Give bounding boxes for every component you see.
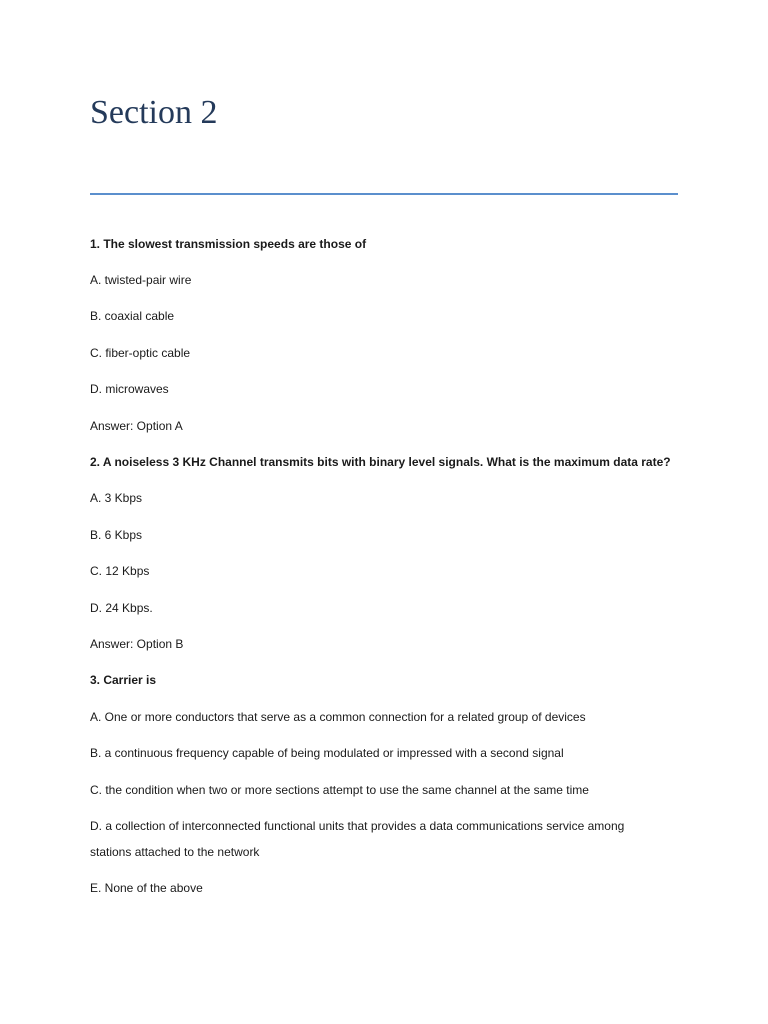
question-2: 2. A noiseless 3 KHz Channel transmits bits with binary level signals. What is the maximum data rate? [90, 455, 671, 469]
title-divider [90, 193, 678, 195]
q3-option-b: B. a continuous frequency capable of being modulated or impressed with a second signal [90, 746, 564, 760]
q2-option-d: D. 24 Kbps. [90, 601, 153, 615]
q1-option-c: C. fiber-optic cable [90, 346, 191, 360]
q2-option-b: B. 6 Kbps [90, 528, 143, 542]
question-1: 1. The slowest transmission speeds are those of [90, 237, 367, 251]
q1-answer: Answer: Option A [90, 419, 183, 433]
q3-option-c: C. the condition when two or more sections attempt to use the same channel at the same time [90, 783, 589, 797]
q1-option-b: B. coaxial cable [90, 309, 175, 323]
q3-option-a: A. One or more conductors that serve as a common connection for a related group of devices [90, 710, 586, 724]
q3-option-e: E. None of the above [90, 881, 203, 895]
q1-option-a: A. twisted-pair wire [90, 273, 192, 287]
section-title: Section 2 [90, 94, 218, 131]
q2-option-a: A. 3 Kbps [90, 491, 143, 505]
q3-option-d-continued: stations attached to the network [90, 845, 260, 859]
q2-answer: Answer: Option B [90, 637, 184, 651]
q2-option-c: C. 12 Kbps [90, 564, 150, 578]
q3-option-d: D. a collection of interconnected functional units that provides a data communications service among [90, 819, 625, 833]
question-3: 3. Carrier is [90, 673, 157, 687]
q1-option-d: D. microwaves [90, 382, 169, 396]
